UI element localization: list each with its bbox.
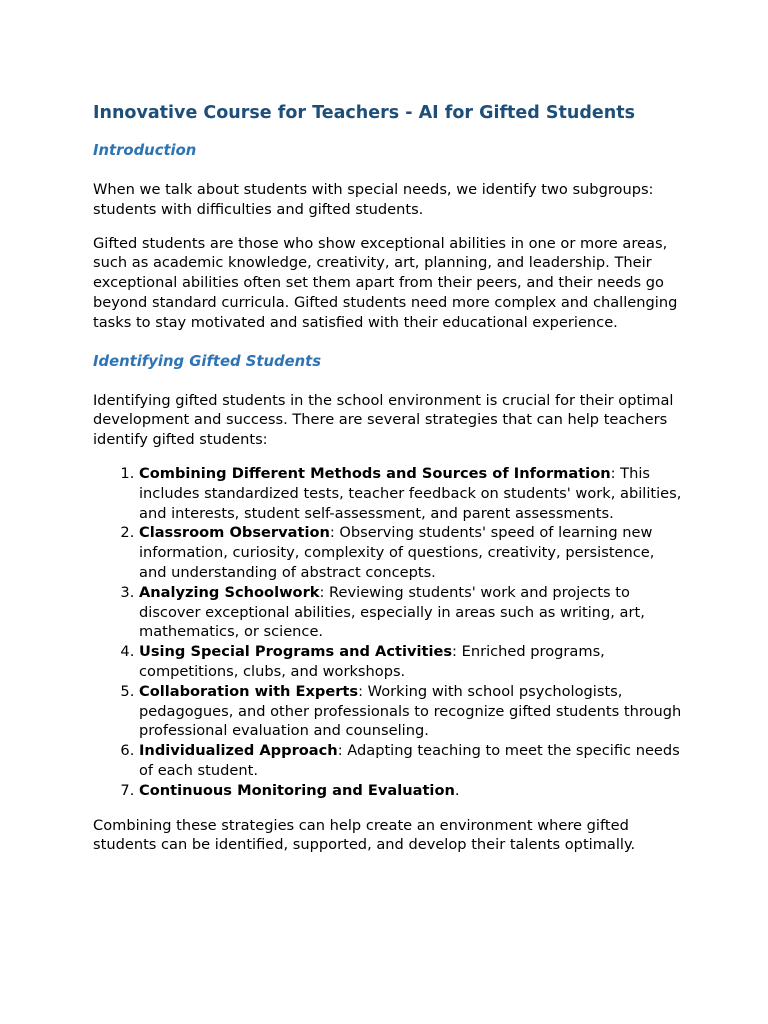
list-item-term: Combining Different Methods and Sources of Information (139, 464, 611, 482)
list-item (139, 682, 683, 741)
list-item-text: : Reviewing students' work and projects to discover exceptional abilities, especially in areas such as writing, art, mathematics, or science. (139, 583, 645, 641)
list-item-term: Using Special Programs and Activities (139, 643, 453, 661)
list-item-text: . (454, 781, 460, 799)
list-item (139, 523, 683, 582)
list-item-text: : This includes standardized tests, teacher feedback on students' work, abilities, and interests, student self-assessment, and parent assessments. (139, 464, 682, 522)
list-item (139, 642, 683, 682)
list-item (139, 781, 683, 801)
section-heading-introduction: Introduction (93, 142, 197, 159)
list-item-term: Analyzing Schoolwork (139, 583, 320, 601)
list-item (139, 464, 683, 523)
list-item-term: Classroom Observation (139, 524, 330, 542)
list-item-text: : Working with school psychologists, pedagogues, and other professionals to recognize gifted students through professional evaluation and counseling. (139, 682, 682, 740)
list-item (139, 741, 683, 781)
list-item-term: Continuous Monitoring and Evaluation (139, 781, 455, 799)
list-item-text: : Enriched programs, competitions, clubs, and workshops. (139, 643, 605, 680)
conclusion-paragraph: Combining these strategies can help create an environment where gifted students can be identified, supported, and develop their talents optimally. (93, 816, 636, 854)
document-title: Innovative Course for Teachers - AI for Gifted Students (93, 103, 635, 123)
strategies-list (93, 464, 683, 801)
intro-paragraph-2: Gifted students are those who show exceptional abilities in one or more areas, such as academic knowledge, creativity, art, planning, and leadership. Their exceptional abilities often set them apart from their peers, and their needs go beyond standard curricula. Gifted students need more complex and challenging tasks to stay motivated and satisfied with their educational experience. (93, 234, 678, 331)
list-item-text: : Observing students' speed of learning new information, curiosity, complexity of questions, creativity, persistence, and understanding of abstract concepts. (139, 524, 655, 581)
list-item-term: Collaboration with Experts (139, 682, 359, 700)
identifying-intro-paragraph: Identifying gifted students in the school environment is crucial for their optimal development and success. There are several strategies that can help teachers identify gifted students: (93, 391, 674, 449)
intro-paragraph-1: When we talk about students with special needs, we identify two subgroups: students with difficulties and gifted students. (93, 181, 654, 218)
section-heading-identifying: Identifying Gifted Students (93, 352, 322, 370)
list-item-text: : Adapting teaching to meet the specific needs of each student. (139, 742, 680, 779)
document-page (93, 100, 683, 855)
list-item-term: Individualized Approach (139, 742, 338, 760)
list-item (139, 583, 683, 642)
